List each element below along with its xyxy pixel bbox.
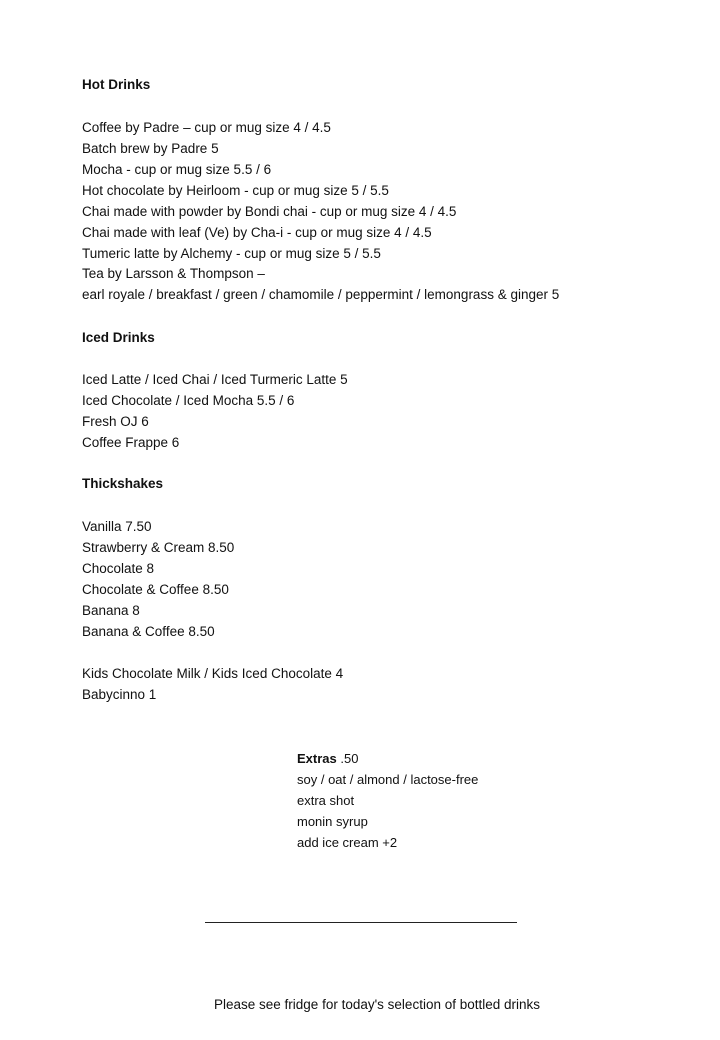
extras-heading: Extras — [297, 751, 337, 766]
extras-item: add ice cream +2 — [297, 835, 398, 850]
kids-item: Kids Chocolate Milk / Kids Iced Chocolate 4 — [82, 666, 344, 681]
hot-drink-item: Coffee by Padre – cup or mug size 4 / 4.5 — [82, 120, 331, 135]
kids-item: Babycinno 1 — [82, 687, 157, 702]
iced-drink-item: Coffee Frappe 6 — [82, 435, 180, 450]
thickshake-item: Chocolate 8 — [82, 561, 155, 576]
extras-price: .50 — [340, 751, 359, 766]
hot-drink-item: Batch brew by Padre 5 — [82, 141, 219, 156]
hot-drink-item: Tea by Larsson & Thompson – — [82, 266, 265, 281]
thickshake-item: Chocolate & Coffee 8.50 — [82, 582, 229, 597]
extras-title — [297, 751, 358, 767]
hot-drinks-heading: Hot Drinks — [82, 77, 151, 92]
hot-drink-item: Chai made with powder by Bondi chai - cup or mug size 4 / 4.5 — [82, 204, 457, 219]
hot-drink-item: earl royale / breakfast / green / chamomile / peppermint / lemongrass & ginger 5 — [82, 287, 560, 302]
extras-item: soy / oat / almond / lactose-free — [297, 772, 479, 787]
hot-drink-item: Chai made with leaf (Ve) by Cha-i - cup or mug size 4 / 4.5 — [82, 225, 432, 240]
thickshake-item: Vanilla 7.50 — [82, 519, 152, 534]
thickshake-item: Banana 8 — [82, 603, 140, 618]
extras-item: monin syrup — [297, 814, 368, 829]
iced-drink-item: Iced Chocolate / Iced Mocha 5.5 / 6 — [82, 393, 295, 408]
thickshake-item: Banana & Coffee 8.50 — [82, 624, 215, 639]
divider-line — [205, 922, 517, 923]
extras-item: extra shot — [297, 793, 355, 808]
bottled-drinks-note: Please see fridge for today's selection of bottled drinks — [214, 997, 541, 1012]
hot-drink-item: Tumeric latte by Alchemy - cup or mug size 5 / 5.5 — [82, 246, 381, 261]
iced-drink-item: Fresh OJ 6 — [82, 414, 149, 429]
hot-drink-item: Mocha - cup or mug size 5.5 / 6 — [82, 162, 272, 177]
thickshakes-heading: Thickshakes — [82, 476, 164, 491]
iced-drink-item: Iced Latte / Iced Chai / Iced Turmeric Latte 5 — [82, 372, 348, 387]
thickshake-item: Strawberry & Cream 8.50 — [82, 540, 235, 555]
iced-drinks-heading: Iced Drinks — [82, 330, 155, 345]
hot-drink-item: Hot chocolate by Heirloom - cup or mug size 5 / 5.5 — [82, 183, 389, 198]
